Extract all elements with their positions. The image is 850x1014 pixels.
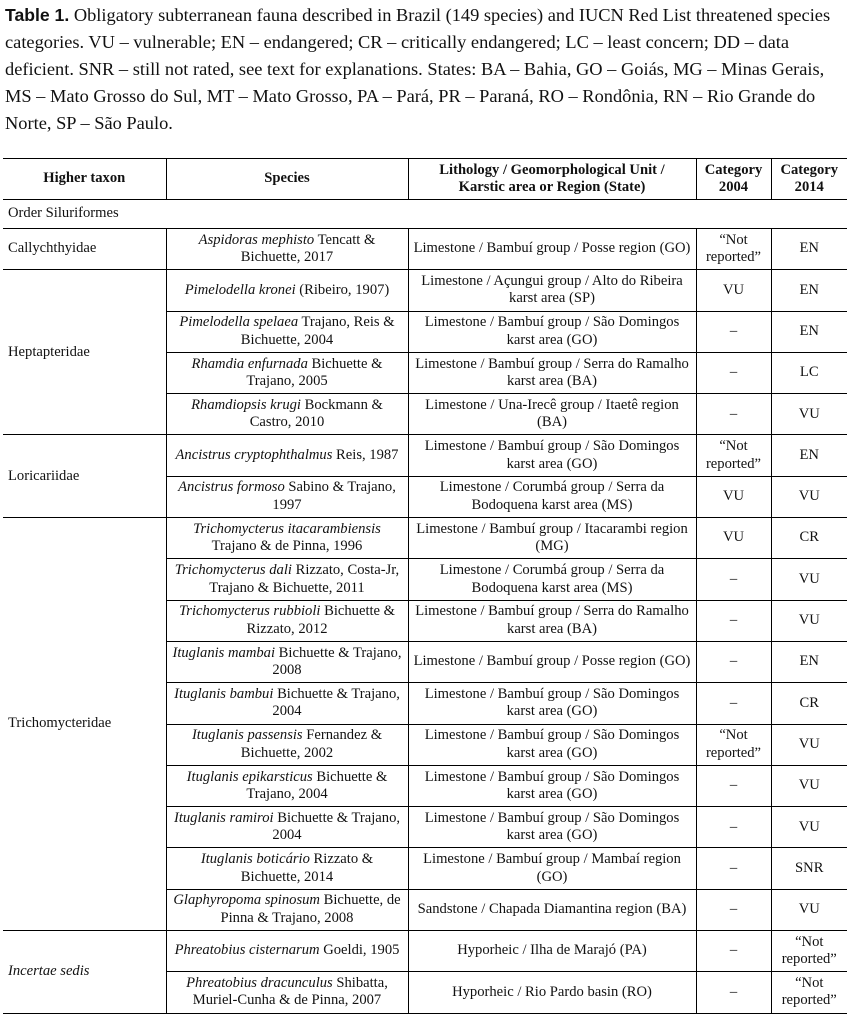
header-category-2014	[771, 159, 847, 200]
species-name: Ituglanis ramiroi	[173, 809, 274, 826]
category-2004-cell: –	[696, 641, 771, 682]
species-name: Ituglanis epikarsticus	[186, 768, 313, 785]
header-category-2004	[696, 159, 771, 200]
table-caption	[5, 2, 847, 137]
species-cell	[166, 683, 408, 724]
species-name: Ancistrus cryptophthalmus	[175, 446, 333, 463]
species-name: Ancistrus formoso	[178, 479, 285, 496]
species-name: Pimelodella spelaea	[179, 314, 299, 331]
species-name: Rhamdiopsis krugi	[191, 396, 301, 413]
species-cell	[166, 889, 408, 930]
species-author: Bichuette & Rizzato, 2012	[246, 603, 396, 637]
category-2014-cell: LC	[771, 352, 847, 393]
species-author: Tencatt & Bichuette, 2017	[240, 231, 376, 266]
lithology-cell: Limestone / Bambuí group / São Domingos karst area (GO)	[408, 435, 696, 476]
species-name: Rhamdia enfurnada	[191, 355, 308, 372]
species-name: Ituglanis bambui	[174, 685, 274, 702]
species-name: Pimelodella kronei	[184, 281, 296, 298]
species-cell	[166, 352, 408, 393]
category-2014-cell: “Not reported”	[771, 972, 847, 1013]
category-2014-cell: VU	[771, 724, 847, 765]
header-cat2014-line2: 2014	[794, 179, 824, 195]
table-row	[3, 270, 847, 311]
lithology-cell: Limestone / Corumbá group / Serra da Bodoquena karst area (MS)	[408, 559, 696, 600]
lithology-cell: Limestone / Bambuí group / Mambaí region (GO)	[408, 848, 696, 889]
category-2004-cell: –	[696, 559, 771, 600]
category-2014-cell: VU	[771, 807, 847, 848]
species-cell	[166, 848, 408, 889]
category-2004-cell: –	[696, 931, 771, 972]
fauna-table	[3, 158, 847, 1014]
table-body	[3, 200, 847, 1014]
header-cat2004-line1: Category	[704, 161, 763, 178]
species-author: Rizzato & Bichuette, 2014	[240, 851, 374, 885]
lithology-cell: Limestone / Bambuí group / São Domingos karst area (GO)	[408, 311, 696, 352]
header-lithology-line1: Lithology / Geomorphological Unit /	[439, 161, 665, 178]
category-2014-cell: VU	[771, 889, 847, 930]
species-name: Phreatobius dracunculus	[186, 974, 333, 991]
category-2004-cell: –	[696, 848, 771, 889]
category-2014-cell: EN	[771, 435, 847, 476]
species-cell	[166, 600, 408, 641]
header-species: Species	[166, 159, 408, 200]
species-author: Fernandez & Bichuette, 2002	[240, 727, 383, 761]
lithology-cell: Limestone / Bambuí group / Serra do Ramalho karst area (BA)	[408, 600, 696, 641]
category-2004-cell: –	[696, 972, 771, 1013]
category-2014-cell: CR	[771, 683, 847, 724]
species-cell	[166, 972, 408, 1013]
lithology-cell: Limestone / Bambuí group / São Domingos karst area (GO)	[408, 807, 696, 848]
species-author: Trajano, Reis & Bichuette, 2004	[240, 314, 395, 348]
species-author: Goeldi, 1905	[319, 942, 400, 959]
species-author: Bichuette & Trajano, 2004	[272, 685, 400, 720]
category-2014-cell: VU	[771, 476, 847, 517]
lithology-cell: Sandstone / Chapada Diamantina region (BA)	[408, 889, 696, 930]
category-2004-cell: VU	[696, 270, 771, 311]
species-cell	[166, 476, 408, 517]
category-2014-cell: VU	[771, 394, 847, 435]
table-row	[3, 435, 847, 476]
lithology-cell: Limestone / Açungui group / Alto do Ribeira karst area (SP)	[408, 270, 696, 311]
species-cell	[166, 724, 408, 765]
header-higher-taxon: Higher taxon	[3, 159, 166, 200]
species-name: Trichomycterus rubbioli	[178, 603, 321, 620]
species-author: Bichuette & Trajano, 2008	[272, 644, 402, 679]
category-2004-cell: –	[696, 765, 771, 806]
lithology-cell: Limestone / Bambuí group / Posse region (GO)	[408, 229, 696, 270]
category-2014-cell: EN	[771, 229, 847, 270]
lithology-cell: Hyporheic / Ilha de Marajó (PA)	[408, 931, 696, 972]
species-name: Trichomycterus itacarambiensis	[193, 520, 381, 537]
category-2004-cell: –	[696, 394, 771, 435]
table-row	[3, 229, 847, 270]
header-cat2014-line1: Category	[780, 161, 839, 178]
species-author: Bockmann & Castro, 2010	[249, 396, 383, 431]
category-2014-cell: VU	[771, 559, 847, 600]
species-cell	[166, 931, 408, 972]
species-cell	[166, 435, 408, 476]
lithology-cell: Limestone / Corumbá group / Serra da Bodoquena karst area (MS)	[408, 476, 696, 517]
order-label: Order Siluriformes	[3, 200, 847, 229]
category-2004-cell: –	[696, 683, 771, 724]
species-name: Ituglanis boticário	[200, 851, 310, 868]
species-name: Phreatobius cisternarum	[174, 942, 320, 959]
species-author: Bichuette, de Pinna & Trajano, 2008	[220, 892, 401, 926]
order-row	[3, 200, 847, 229]
category-2014-cell: VU	[771, 600, 847, 641]
species-author: Rizzato, Costa-Jr, Trajano & Bichuette, 2011	[209, 562, 400, 596]
caption-text: Obligatory subterranean fauna described in Brazil (149 species) and IUCN Red List threatened species categories. VU – vulnerable; EN – endangered; CR – critically endangered; LC – least concern; DD – data deficient. SNR – still not rated, see text for explanations. States: BA – Bahia, GO – Goiás, MG – Minas Gerais, MS – Mato Grosso do Sul, MT – Mato Grosso, PA – Pará, PR – Paraná, RO – Rondônia, RN – Rio Grande do Norte, SP – São Paulo.	[5, 5, 831, 133]
table-row	[3, 931, 847, 972]
category-2004-cell: –	[696, 600, 771, 641]
category-2014-cell: VU	[771, 765, 847, 806]
higher-taxon-cell: Heptapteridae	[3, 270, 166, 435]
table-label: Table 1.	[5, 5, 70, 25]
lithology-cell: Limestone / Bambuí group / São Domingos karst area (GO)	[408, 683, 696, 724]
species-cell	[166, 641, 408, 682]
category-2004-cell: “Not reported”	[696, 435, 771, 476]
species-cell	[166, 311, 408, 352]
category-2004-cell: VU	[696, 518, 771, 559]
species-name: Ituglanis mambai	[172, 644, 276, 661]
species-author: Bichuette & Trajano, 2005	[246, 355, 383, 390]
species-cell	[166, 765, 408, 806]
table-row	[3, 518, 847, 559]
lithology-cell: Limestone / Bambuí group / São Domingos karst area (GO)	[408, 765, 696, 806]
species-author: Shibatta, Muriel-Cunha & de Pinna, 2007	[192, 974, 388, 1009]
higher-taxon-cell: Loricariidae	[3, 435, 166, 518]
lithology-cell: Limestone / Bambuí group / Itacarambi region (MG)	[408, 518, 696, 559]
species-author: Bichuette & Trajano, 2004	[246, 768, 388, 802]
category-2004-cell: “Not reported”	[696, 229, 771, 270]
header-lithology-line2: Karstic area or Region (State)	[458, 179, 646, 195]
higher-taxon-cell: Incertae sedis	[3, 931, 166, 1014]
species-author: Reis, 1987	[332, 446, 399, 463]
category-2004-cell: –	[696, 807, 771, 848]
species-cell	[166, 270, 408, 311]
category-2004-cell: VU	[696, 476, 771, 517]
category-2004-cell: “Not reported”	[696, 724, 771, 765]
higher-taxon-cell: Trichomycteridae	[3, 518, 166, 931]
species-name: Ituglanis passensis	[191, 727, 303, 744]
category-2014-cell: SNR	[771, 848, 847, 889]
species-cell	[166, 807, 408, 848]
lithology-cell: Hyporheic / Rio Pardo basin (RO)	[408, 972, 696, 1013]
category-2014-cell: CR	[771, 518, 847, 559]
species-author: Trajano & de Pinna, 1996	[211, 538, 363, 555]
header-cat2004-line2: 2004	[718, 179, 749, 195]
category-2014-cell: EN	[771, 641, 847, 682]
category-2004-cell: –	[696, 311, 771, 352]
lithology-cell: Limestone / Bambuí group / Posse region (GO)	[408, 641, 696, 682]
lithology-cell: Limestone / Una-Irecê group / Itaetê region (BA)	[408, 394, 696, 435]
species-cell	[166, 229, 408, 270]
species-author: Sabino & Trajano, 1997	[272, 479, 396, 513]
species-name: Trichomycterus dali	[174, 562, 292, 579]
header-lithology	[408, 159, 696, 200]
lithology-cell: Limestone / Bambuí group / Serra do Ramalho karst area (BA)	[408, 352, 696, 393]
species-author: Bichuette & Trajano, 2004	[272, 809, 401, 844]
species-name: Glaphyropoma spinosum	[173, 892, 320, 909]
species-cell	[166, 518, 408, 559]
category-2004-cell: –	[696, 889, 771, 930]
header-row	[3, 159, 847, 200]
lithology-cell: Limestone / Bambuí group / São Domingos karst area (GO)	[408, 724, 696, 765]
species-cell	[166, 394, 408, 435]
category-2004-cell: –	[696, 352, 771, 393]
category-2014-cell: EN	[771, 311, 847, 352]
category-2014-cell: “Not reported”	[771, 931, 847, 972]
species-author: (Ribeiro, 1907)	[295, 281, 390, 298]
higher-taxon-cell: Callychthyidae	[3, 229, 166, 270]
species-cell	[166, 559, 408, 600]
category-2014-cell: EN	[771, 270, 847, 311]
species-name: Aspidoras mephisto	[198, 231, 315, 248]
